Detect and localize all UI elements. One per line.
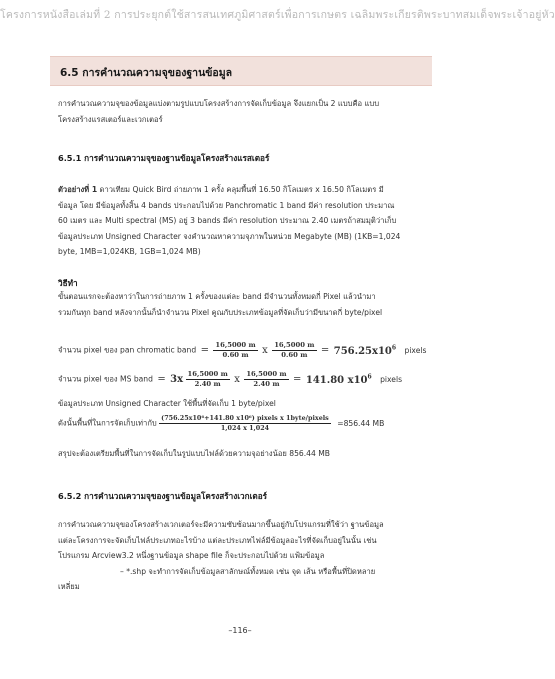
summary-line: สรุปจะต้องเตรียมพื้นที่ในการจัดเก็บในรูปแบบไฟล์ด้วยความจุอย่างน้อย 856.44 MB bbox=[58, 449, 330, 458]
example-line: byte, 1MB=1,024KB, 1GB=1,024 MB) bbox=[58, 247, 201, 256]
vector-line: – *.shp จะทำการจัดเก็บข้อมูลสาลักษณ์ทั้งหมด เช่น จุด เส้น หรือพื้นที่ปิดหลาย bbox=[120, 566, 376, 576]
method-paragraph bbox=[58, 289, 424, 320]
storage-label: ดังนั้นพื้นที่ในการจัดเก็บเท่ากับ bbox=[58, 418, 157, 428]
ms-fraction-1: $\frac{16,5000 m}{2.40 m}$ bbox=[187, 370, 228, 388]
example-line: ข้อมูลประเภท Unsigned Character จงคำนวณหาความจุภาพในหน่วย Megabyte (MB) (1KB=1,024 bbox=[58, 231, 401, 241]
pan-unit: pixels bbox=[404, 346, 427, 355]
pan-fraction-2: $\frac{16,5000 m}{0.60 m}$ bbox=[274, 341, 315, 359]
storage-fraction: $\frac{\text{(756.25x10⁶+141.80 x10⁶) pixels x 1byte/pixels}}{1,024 x 1,024}$ bbox=[161, 414, 329, 432]
vector-line: เหลี่ยม bbox=[58, 582, 80, 591]
vector-line: แต่ละโครงการจะจัดเก็บไฟล์ประเภทอะไรบ้าง แต่ละประเภทไฟล์มีข้อมูลอะไรที่จัดเก็บอยู่ในนั้น เช่น bbox=[58, 535, 377, 545]
ms-fraction-2: $\frac{16,5000 m}{2.40 m}$ bbox=[246, 370, 287, 388]
intro-line: การคำนวณความจุของข้อมูลแบ่งตามรูปแบบโครงสร้างการจัดเก็บข้อมูล จึงแยกเป็น 2 แบบคือ แบบ bbox=[58, 99, 380, 108]
section-intro bbox=[58, 96, 424, 127]
example-line: ข้อมูล โดย มีข้อมูลทั้งสิ้น 4 bands ประกอบไปด้วย Panchromatic 1 band มีค่า resolution ประมาณ bbox=[58, 200, 395, 210]
page-number: –116– bbox=[228, 626, 252, 635]
ms-result: 141.80 $x10^6$ bbox=[305, 373, 372, 386]
ms-equation: จำนวน pixel ของ MS band = 3x $\frac{16,5000 m}{2.40 m}$ x $\frac{16,5000 m}{2.40 m}$ = 141.80 $x10^6$ pixels bbox=[58, 370, 403, 388]
vector-heading: 6.5.2 การคำนวณความจุของฐานข้อมูลโครงสร้างเวกเตอร์ bbox=[58, 491, 268, 501]
storage-equation bbox=[58, 414, 384, 433]
example-label: ตัวอย่างที่ 1 bbox=[58, 185, 98, 194]
intro-line: โครงสร้างแรสเตอร์และเวกเตอร์ bbox=[58, 114, 163, 124]
pan-fraction-1: $\frac{16,5000 m}{0.60 m}$ bbox=[215, 341, 256, 359]
pan-result: $756.25x10^6$ bbox=[333, 344, 397, 357]
storage-result: =856.44 MB bbox=[337, 419, 385, 428]
vector-line: โปรแกรม Arcview3.2 หนึ่งฐานข้อมูล shape file ก็จะประกอบไปด้วย แฟ้มข้อมูล bbox=[58, 551, 325, 560]
method-line: รวมกันทุก band หลังจากนั้นก็นำจำนวน Pixel คูณกับประเภทข้อมูลที่จัดเก็บว่ามีขนาดกี่ byte/pixel bbox=[58, 307, 383, 317]
example-paragraph bbox=[58, 182, 424, 260]
dtype-line: ข้อมูลประเภท Unsigned Character ใช้พื้นที่จัดเก็บ 1 byte/pixel bbox=[58, 399, 276, 408]
ms-unit: pixels bbox=[380, 375, 403, 384]
example-line: 60 เมตร และ Multi spectral (MS) อยู่ 3 bands มีค่า resolution ประมาณ 2.40 เมตรถ้าสมมุติว่าเก็บ bbox=[58, 216, 397, 225]
vector-line: การคำนวณความจุของโครงสร้างเวกเตอร์จะมีความซับซ้อนมากขึ้นอยู่กับโปรแกรมที่ใช้ว่า ฐานข้อมูล bbox=[58, 520, 384, 529]
ms-factor: 3x bbox=[170, 374, 184, 385]
section-title-box bbox=[50, 56, 432, 86]
ms-label: จำนวน pixel ของ MS band bbox=[58, 374, 153, 384]
running-header: โครงการหนังสือเล่มที่ 2 การประยุกต์ใช้สารสนเทศภูมิศาสตร์เพื่อการเกษตร เฉลิมพระเกียรติพระบาทสมเด็จพระเจ้าอยู่หัว bbox=[0, 9, 555, 21]
raster-heading: 6.5.1 การคำนวณความจุของฐานข้อมูลโครงสร้างแรสเตอร์ bbox=[58, 153, 270, 163]
section-title: 6.5 การคำนวณความจุของฐานข้อมูล bbox=[60, 67, 233, 79]
method-line: ขั้นตอนแรกจะต้องหาว่าในการถ่ายภาพ 1 ครั้งของแต่ละ band มีจำนวนทั้งหมดกี่ Pixel แล้วนำมา bbox=[58, 292, 376, 301]
method-label: วิธีทำ bbox=[58, 278, 78, 288]
pan-label: จำนวน pixel ของ pan chromatic band bbox=[58, 345, 197, 355]
pan-equation: จำนวน pixel ของ pan chromatic band = $\frac{16,5000 m}{0.60 m}$ x $\frac{16,5000 m}{0.60 m}$ = $756.25x10^6$ pixels bbox=[58, 341, 427, 359]
vector-paragraph bbox=[58, 517, 424, 595]
example-line: ตัวอย่างที่ 1 ดาวเทียม Quick Bird ถ่ายภาพ 1 ครั้ง คลุมพื้นที่ 16.50 กิโลเมตร x 16.50 กิโลเมตร มี bbox=[58, 185, 384, 194]
